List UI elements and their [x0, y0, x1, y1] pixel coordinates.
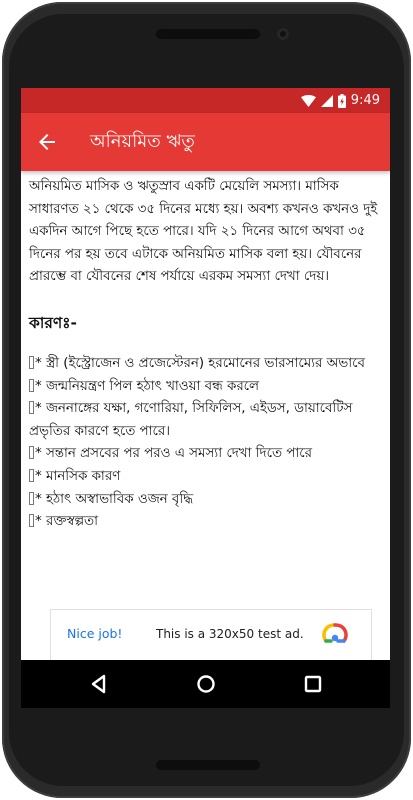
app-bar — [21, 113, 390, 171]
missing-glyph-box — [29, 401, 34, 414]
status-icons — [301, 92, 380, 109]
causes-list — [29, 353, 383, 534]
list-item — [29, 489, 383, 512]
missing-glyph-box — [29, 446, 34, 459]
front-camera — [277, 28, 289, 40]
causes-heading: কারণঃ- — [29, 313, 77, 332]
missing-glyph-box — [29, 492, 34, 505]
cause-text: * স্ত্রী (ইস্ট্রোজেন ও প্রজেস্টেরন) হরমোনের ভারসাম্যের অভাবে — [35, 355, 365, 371]
cause-text: * রক্তস্বল্পতা — [35, 514, 98, 530]
ad-nice-job-label: Nice job! — [67, 626, 123, 641]
page-title: অনিয়মিত ঋতু — [90, 131, 195, 152]
system-nav-bar — [21, 660, 390, 708]
wifi-icon — [301, 95, 316, 107]
missing-glyph-box — [29, 514, 34, 527]
list-item — [29, 398, 383, 443]
back-triangle-icon[interactable] — [87, 672, 111, 696]
cause-text: * মানসিক কারণ — [35, 468, 121, 484]
cause-text: * জননাঙ্গের যক্ষা, গণোরিয়া, সিফিলিস, এইডস, ডায়াবেটিস প্রভৃতির কারণে হতে পারে। — [29, 401, 353, 439]
list-item — [29, 443, 383, 466]
bottom-speaker-grille — [156, 760, 260, 770]
article-content — [29, 176, 383, 534]
cause-text: * হঠাৎ অস্বাভাবিক ওজন বৃদ্ধি — [35, 491, 194, 507]
ad-choices-logo-icon[interactable] — [321, 621, 349, 649]
missing-glyph-box — [29, 356, 34, 369]
recents-square-icon[interactable] — [301, 672, 325, 696]
status-bar — [21, 88, 390, 113]
top-speaker-grille — [156, 29, 260, 39]
list-item — [29, 376, 383, 399]
arrow-back-icon — [38, 133, 56, 151]
back-button[interactable] — [35, 130, 59, 154]
missing-glyph-box — [29, 379, 34, 392]
test-ad-banner[interactable] — [51, 610, 371, 660]
screen — [21, 88, 390, 708]
cause-text: * সন্তান প্রসবের পর পরও এ সমস্যা দেখা দিতে পারে — [35, 446, 312, 462]
list-item — [29, 353, 383, 376]
signal-icon — [321, 95, 333, 107]
battery-icon — [338, 94, 346, 108]
status-time: 9:49 — [350, 93, 380, 108]
missing-glyph-box — [29, 469, 34, 482]
intro-paragraph: অনিয়মিত মাসিক ও ঋতুস্রাব একটি মেয়েলি সমস্যা। মাসিক সাধারণত ২১ থেকে ৩৫ দিনের মধ্যে হয়। অবশ্য কখনও কখনও দুই একদিন আগে পিছে হতে পারে। যদি ২১ দিনের আগে অথবা ৩৫ দিনের পর হয় তবে এটাকে অনিয়মিত মাসিক বলা হয়। যৌবনের প্রারম্ভে বা যৌবনের শেষ পর্যায়ে এরকম সমস্যা দেখা দেয়। — [29, 179, 378, 285]
list-item — [29, 466, 383, 489]
cause-text: * জন্মনিয়ন্ত্রণ পিল হঠাৎ খাওয়া বন্ধ করলে — [35, 378, 260, 394]
ad-text: This is a 320x50 test ad. — [156, 627, 304, 641]
list-item — [29, 511, 383, 534]
home-circle-icon[interactable] — [194, 672, 218, 696]
